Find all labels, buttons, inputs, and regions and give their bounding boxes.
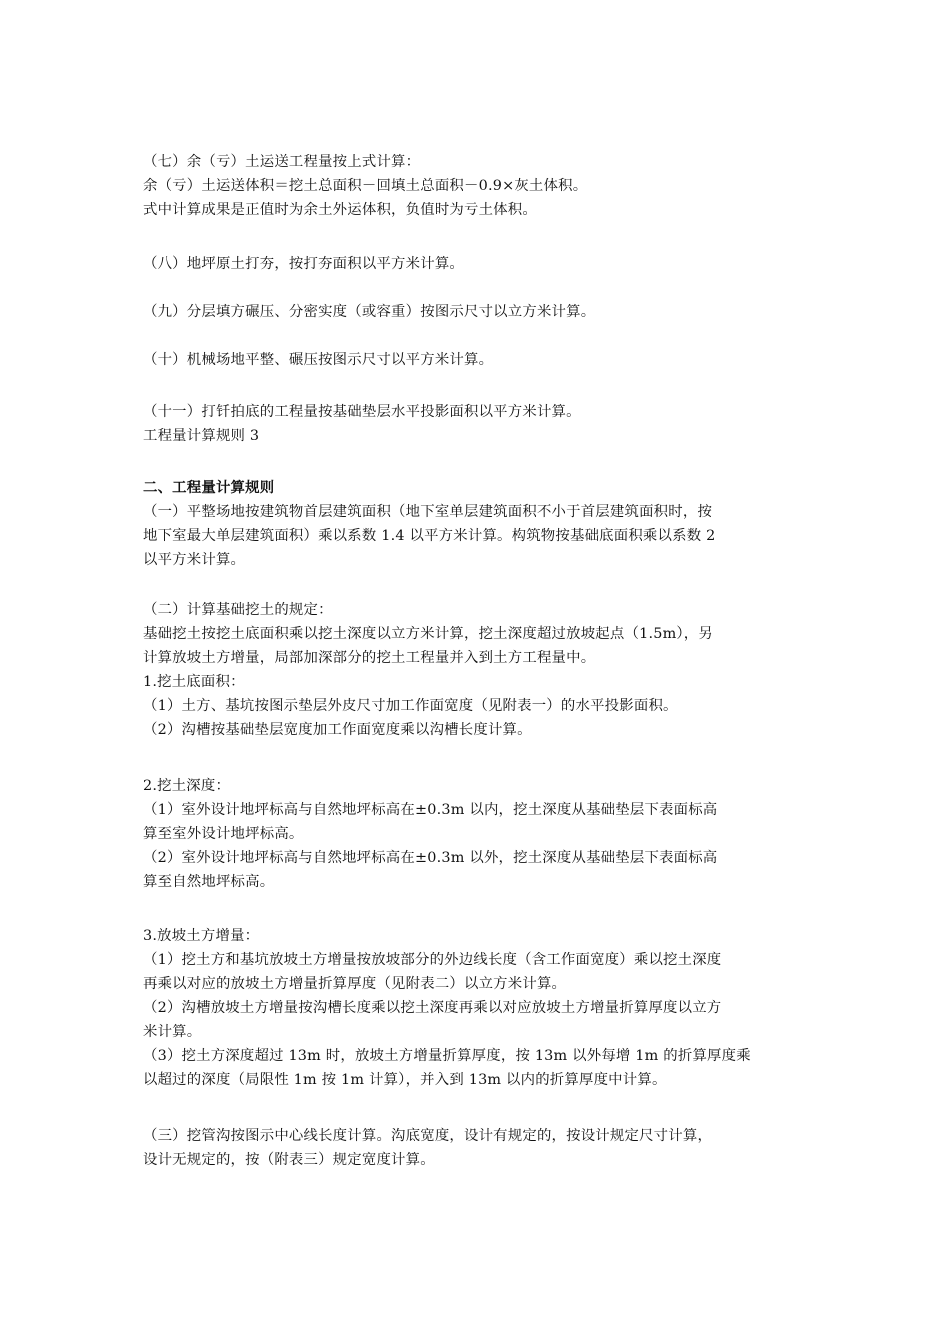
section-7-note: 式中计算成果是正值时为余土外运体积，负值时为亏土体积。 bbox=[143, 202, 537, 218]
sub-3-b-2: 米计算。 bbox=[143, 1024, 202, 1040]
item-2 bbox=[143, 598, 813, 742]
sub-2-a-1: （1）室外设计地坪标高与自然地坪标高在±0.3m 以内，挖土深度从基础垫层下表面标高 bbox=[143, 802, 718, 818]
rules-label: 工程量计算规则 3 bbox=[143, 428, 260, 444]
item-1-line-3: 以平方米计算。 bbox=[143, 552, 246, 568]
sub-3-c-2: 以超过的深度（局限性 1m 按 1m 计算），并入到 13m 以内的折算厚度中计算。 bbox=[143, 1072, 667, 1088]
item-2-slope bbox=[143, 924, 813, 1092]
sub-2-b-1: （2）室外设计地坪标高与自然地坪标高在±0.3m 以外，挖土深度从基础垫层下表面标高 bbox=[143, 850, 718, 866]
section-7-title: （七）余（亏）土运送工程量按上式计算： bbox=[143, 154, 421, 170]
sub-3-a-1: （1）挖土方和基坑放坡土方增量按放坡部分的外边线长度（含工作面宽度）乘以挖土深度 bbox=[143, 952, 722, 968]
item-3 bbox=[143, 1124, 813, 1172]
item-3-line-2: 设计无规定的，按（附表三）规定宽度计算。 bbox=[143, 1152, 435, 1168]
item-3-line-1: （三）挖管沟按图示中心线长度计算。沟底宽度，设计有规定的，按设计规定尺寸计算， bbox=[143, 1128, 713, 1144]
section-8 bbox=[143, 252, 813, 276]
section-10 bbox=[143, 348, 813, 372]
sub-1-title: 1.挖土底面积： bbox=[143, 674, 245, 690]
sub-2-a-2: 算至室外设计地坪标高。 bbox=[143, 826, 304, 842]
section-9-text: （九）分层填方碾压、分密实度（或容重）按图示尺寸以立方米计算。 bbox=[143, 304, 596, 320]
item-1-line-1: （一）平整场地按建筑物首层建筑面积（地下室单层建筑面积不小于首层建筑面积时，按 bbox=[143, 504, 713, 520]
item-2-line-1: 基础挖土按挖土底面积乘以挖土深度以立方米计算，挖土深度超过放坡起点（1.5m），另 bbox=[143, 626, 713, 642]
sub-3-title: 3.放坡土方增量： bbox=[143, 928, 260, 944]
sub-2-b-2: 算至自然地坪标高。 bbox=[143, 874, 275, 890]
sub-3-b-1: （2）沟槽放坡土方增量按沟槽长度乘以挖土深度再乘以对应放坡土方增量折算厚度以立方 bbox=[143, 1000, 722, 1016]
section-11-text: （十一）打钎拍底的工程量按基础垫层水平投影面积以平方米计算。 bbox=[143, 404, 581, 420]
sub-2-title: 2.挖土深度： bbox=[143, 778, 231, 794]
item-1-line-2: 地下室最大单层建筑面积）乘以系数 1.4 以平方米计算。构筑物按基础底面积乘以系数 2 bbox=[143, 528, 716, 544]
item-2-title: （二）计算基础挖土的规定： bbox=[143, 602, 333, 618]
sub-1-b: （2）沟槽按基础垫层宽度加工作面宽度乘以沟槽长度计算。 bbox=[143, 722, 532, 738]
section-7 bbox=[143, 150, 813, 222]
section-9 bbox=[143, 300, 813, 324]
item-2-line-2: 计算放坡土方增量，局部加深部分的挖土工程量并入到土方工程量中。 bbox=[143, 650, 596, 666]
section-11 bbox=[143, 400, 813, 448]
item-2-depth bbox=[143, 774, 813, 894]
sub-3-a-2: 再乘以对应的放坡土方增量折算厚度（见附表二）以立方米计算。 bbox=[143, 976, 567, 992]
sub-1-a: （1）土方、基坑按图示垫层外皮尺寸加工作面宽度（见附表一）的水平投影面积。 bbox=[143, 698, 678, 714]
rules-section bbox=[143, 476, 813, 572]
section-8-text: （八）地坪原土打夯，按打夯面积以平方米计算。 bbox=[143, 256, 464, 272]
sub-3-c-1: （3）挖土方深度超过 13m 时，放坡土方增量折算厚度，按 13m 以外每增 1m 的折算厚度乘 bbox=[143, 1048, 751, 1064]
section-10-text: （十）机械场地平整、碾压按图示尺寸以平方米计算。 bbox=[143, 352, 494, 368]
section-7-formula: 余（亏）土运送体积＝挖土总面积－回填土总面积－0.9×灰土体积。 bbox=[143, 178, 588, 194]
section-heading: 二、工程量计算规则 bbox=[143, 480, 275, 496]
